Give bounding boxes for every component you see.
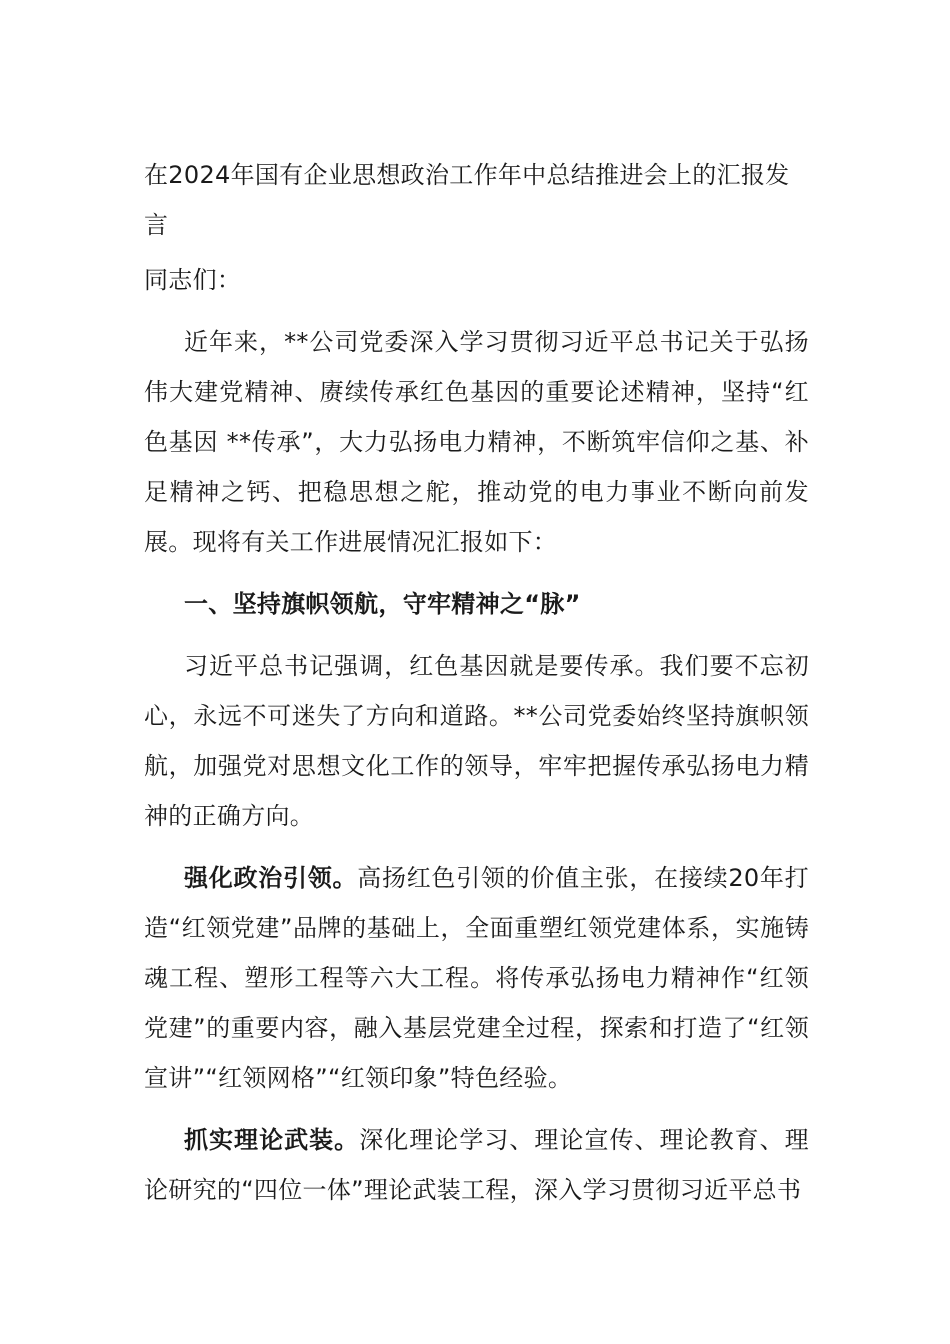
item-2-body: 深化理论学习、理论宣传、理论教育、理论研究的“四位一体”理论武装工程，深入学习贯彻习近平总书	[144, 1126, 809, 1204]
item-2-paragraph	[144, 1115, 809, 1215]
item-2-lead: 抓实理论武装。	[184, 1126, 360, 1154]
item-1-paragraph	[144, 853, 809, 1103]
item-1-lead: 强化政治引领。	[184, 864, 358, 892]
salutation: 同志们：	[144, 266, 242, 294]
item-1-body: 高扬红色引领的价值主张，在接续20年打造“红领党建”品牌的基础上，全面重塑红领党建体系，实施铸魂工程、塑形工程等六大工程。将传承弘扬电力精神作“红领党建”的重要内容，融入基层党建全过程，探索和打造了“红领宣讲”“红领网格”“红领印象”特色经验。	[144, 864, 809, 1092]
intro-paragraph: 近年来，**公司党委深入学习贯彻习近平总书记关于弘扬伟大建党精神、赓续传承红色基因的重要论述精神，坚持“红色基因 **传承”，大力弘扬电力精神，不断筑牢信仰之基、补足精神之钙、把稳思想之舵，推动党的电力事业不断向前发展。现将有关工作进展情况汇报如下：	[144, 328, 809, 556]
section-1-heading: 一、坚持旗帜领航，守牢精神之“脉”	[184, 590, 581, 618]
document-page	[144, 150, 809, 1227]
section-1-paragraph: 习近平总书记强调，红色基因就是要传承。我们要不忘初心，永远不可迷失了方向和道路。**公司党委始终坚持旗帜领航，加强党对思想文化工作的领导，牢牢把握传承弘扬电力精神的正确方向。	[144, 652, 809, 830]
document-title: 在2024年国有企业思想政治工作年中总结推进会上的汇报发言	[144, 161, 790, 239]
